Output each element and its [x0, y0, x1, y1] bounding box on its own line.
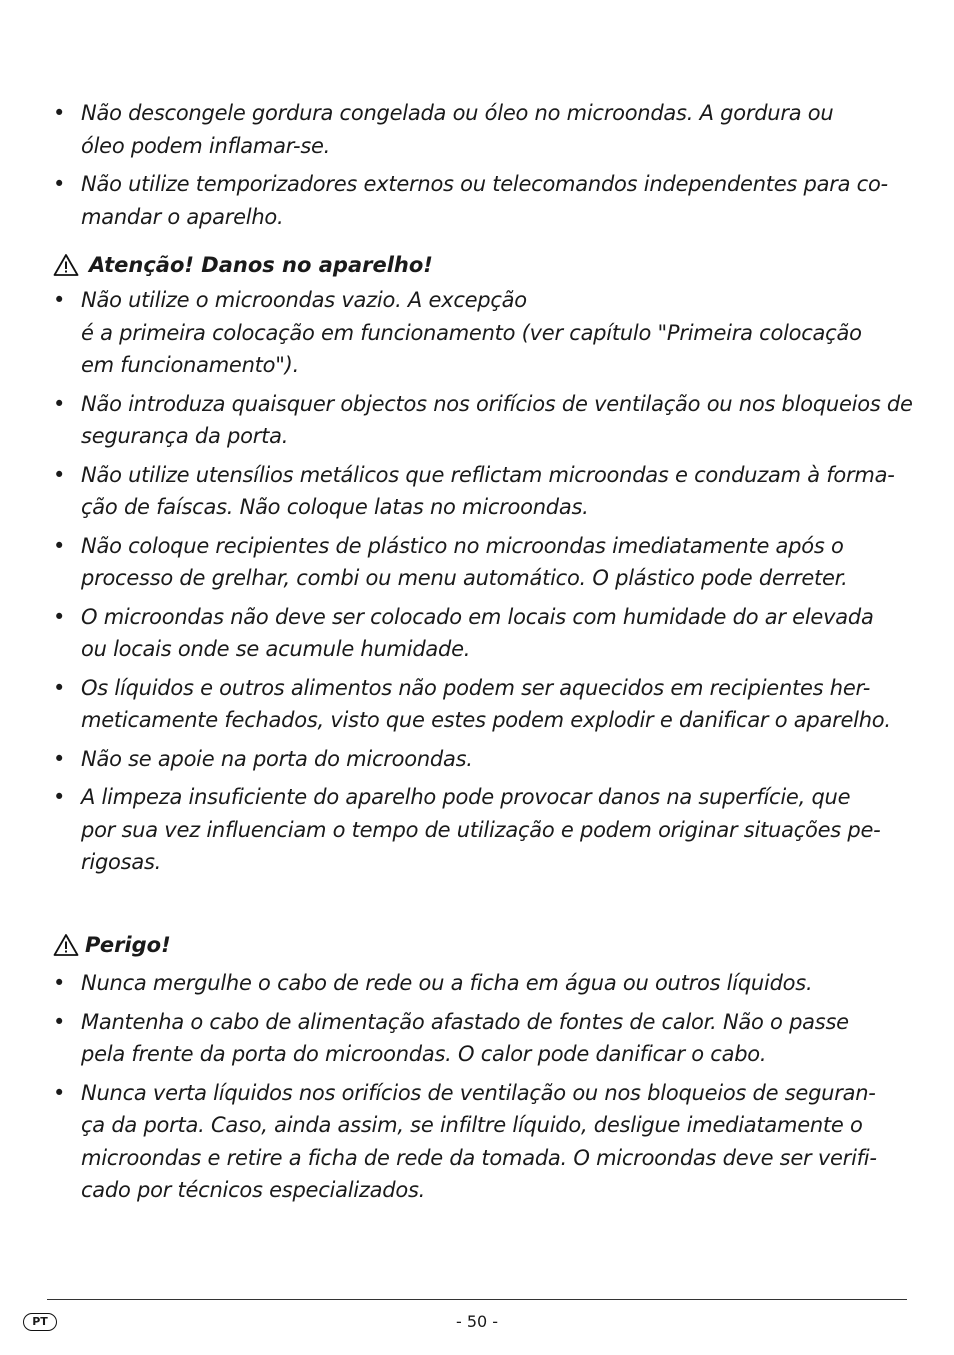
- bullet-line: é a primeira colocação em funcionamento (ver capítulo "Primeira colocação: [81, 320, 862, 345]
- bullet-item: [53, 1006, 913, 1071]
- section-danger-warnings: [53, 967, 913, 1213]
- bullet-item: [53, 967, 913, 1000]
- bullet-line: ou locais onde se acumule humidade.: [81, 637, 471, 661]
- warning-triangle-icon: [53, 933, 77, 957]
- bullet-line: óleo podem inflamar-se.: [81, 133, 331, 158]
- bullet-line: rigosas.: [81, 850, 162, 874]
- bullet-line: • Não introduza quaisquer objectos nos orifícios de ventilação ou nos bloqueios de: [81, 391, 913, 416]
- bullet-list: [53, 967, 913, 1207]
- page-number: - 50 -: [455, 1312, 499, 1331]
- heading-attention: [53, 250, 433, 280]
- bullet-line: meticamente fechados, visto que estes podem explodir e danificar o aparelho.: [81, 708, 891, 732]
- bullet-line: ça da porta. Caso, ainda assim, se infiltre líquido, desligue imediatamente o: [81, 1113, 863, 1137]
- bullet-line: • Não utilize utensílios metálicos que reflictam microondas e conduzam à forma-: [81, 462, 895, 487]
- bullet-item: [53, 1077, 913, 1207]
- bullet-line: • Não se apoie na porta do microondas.: [81, 746, 473, 771]
- heading-danger-text: Perigo!: [85, 933, 171, 957]
- bullet-line: cado por técnicos especializados.: [81, 1178, 426, 1202]
- language-badge: PT: [23, 1313, 57, 1331]
- bullet-item: [53, 530, 913, 595]
- bullet-line: segurança da porta.: [81, 424, 289, 448]
- bullet-line: • A limpeza insuficiente do aparelho pode provocar danos na superfície, que: [81, 785, 851, 809]
- bullet-item: [53, 601, 913, 666]
- heading-attention-text: Atenção! Danos no aparelho!: [89, 253, 433, 277]
- bullet-line: • Os líquidos e outros alimentos não podem ser aquecidos em recipientes her-: [81, 675, 871, 700]
- bullet-item: [53, 284, 913, 382]
- bullet-line: ção de faíscas. Não coloque latas no microondas.: [81, 495, 589, 519]
- bullet-line: pela frente da porta do microondas. O calor pode danificar o cabo.: [81, 1042, 767, 1066]
- heading-danger: [53, 930, 171, 960]
- bullet-line: • Não descongele gordura congelada ou óleo no microondas. A gordura ou: [81, 101, 834, 125]
- bullet-item: [53, 781, 913, 879]
- section-damage-warnings: [53, 284, 913, 885]
- bullet-item: [53, 97, 913, 162]
- bullet-line: processo de grelhar, combi ou menu automático. O plástico pode derreter.: [81, 566, 848, 590]
- bullet-line: • O microondas não deve ser colocado em locais com humidade do ar elevada: [81, 604, 874, 629]
- bullet-line: • Nunca verta líquidos nos orifícios de ventilação ou nos bloqueios de seguran-: [81, 1080, 876, 1105]
- bullet-item: [53, 672, 913, 737]
- bullet-line: • Não utilize temporizadores externos ou telecomandos independentes para co-: [81, 172, 888, 196]
- section-general-warnings: [53, 97, 913, 239]
- bullet-line: em funcionamento").: [81, 353, 300, 377]
- footer-divider: [47, 1299, 907, 1300]
- bullet-line: mandar o aparelho.: [81, 204, 284, 229]
- bullet-item: [53, 388, 913, 453]
- bullet-list: [53, 97, 913, 233]
- bullet-line: • Não coloque recipientes de plástico no microondas imediatamente após o: [81, 533, 844, 558]
- warning-triangle-icon: [53, 253, 79, 277]
- bullet-item: [53, 743, 913, 776]
- bullet-line: por sua vez influenciam o tempo de utilização e podem originar situações pe-: [81, 817, 881, 842]
- bullet-list: [53, 284, 913, 879]
- bullet-line: • Nunca mergulhe o cabo de rede ou a ficha em água ou outros líquidos.: [81, 971, 813, 995]
- bullet-item: [53, 168, 913, 233]
- bullet-line: • Mantenha o cabo de alimentação afastado de fontes de calor. Não o passe: [81, 1009, 849, 1034]
- bullet-line: microondas e retire a ficha de rede da tomada. O microondas deve ser verifi-: [81, 1145, 877, 1170]
- bullet-line: • Não utilize o microondas vazio. A excepção: [81, 288, 527, 312]
- bullet-item: [53, 459, 913, 524]
